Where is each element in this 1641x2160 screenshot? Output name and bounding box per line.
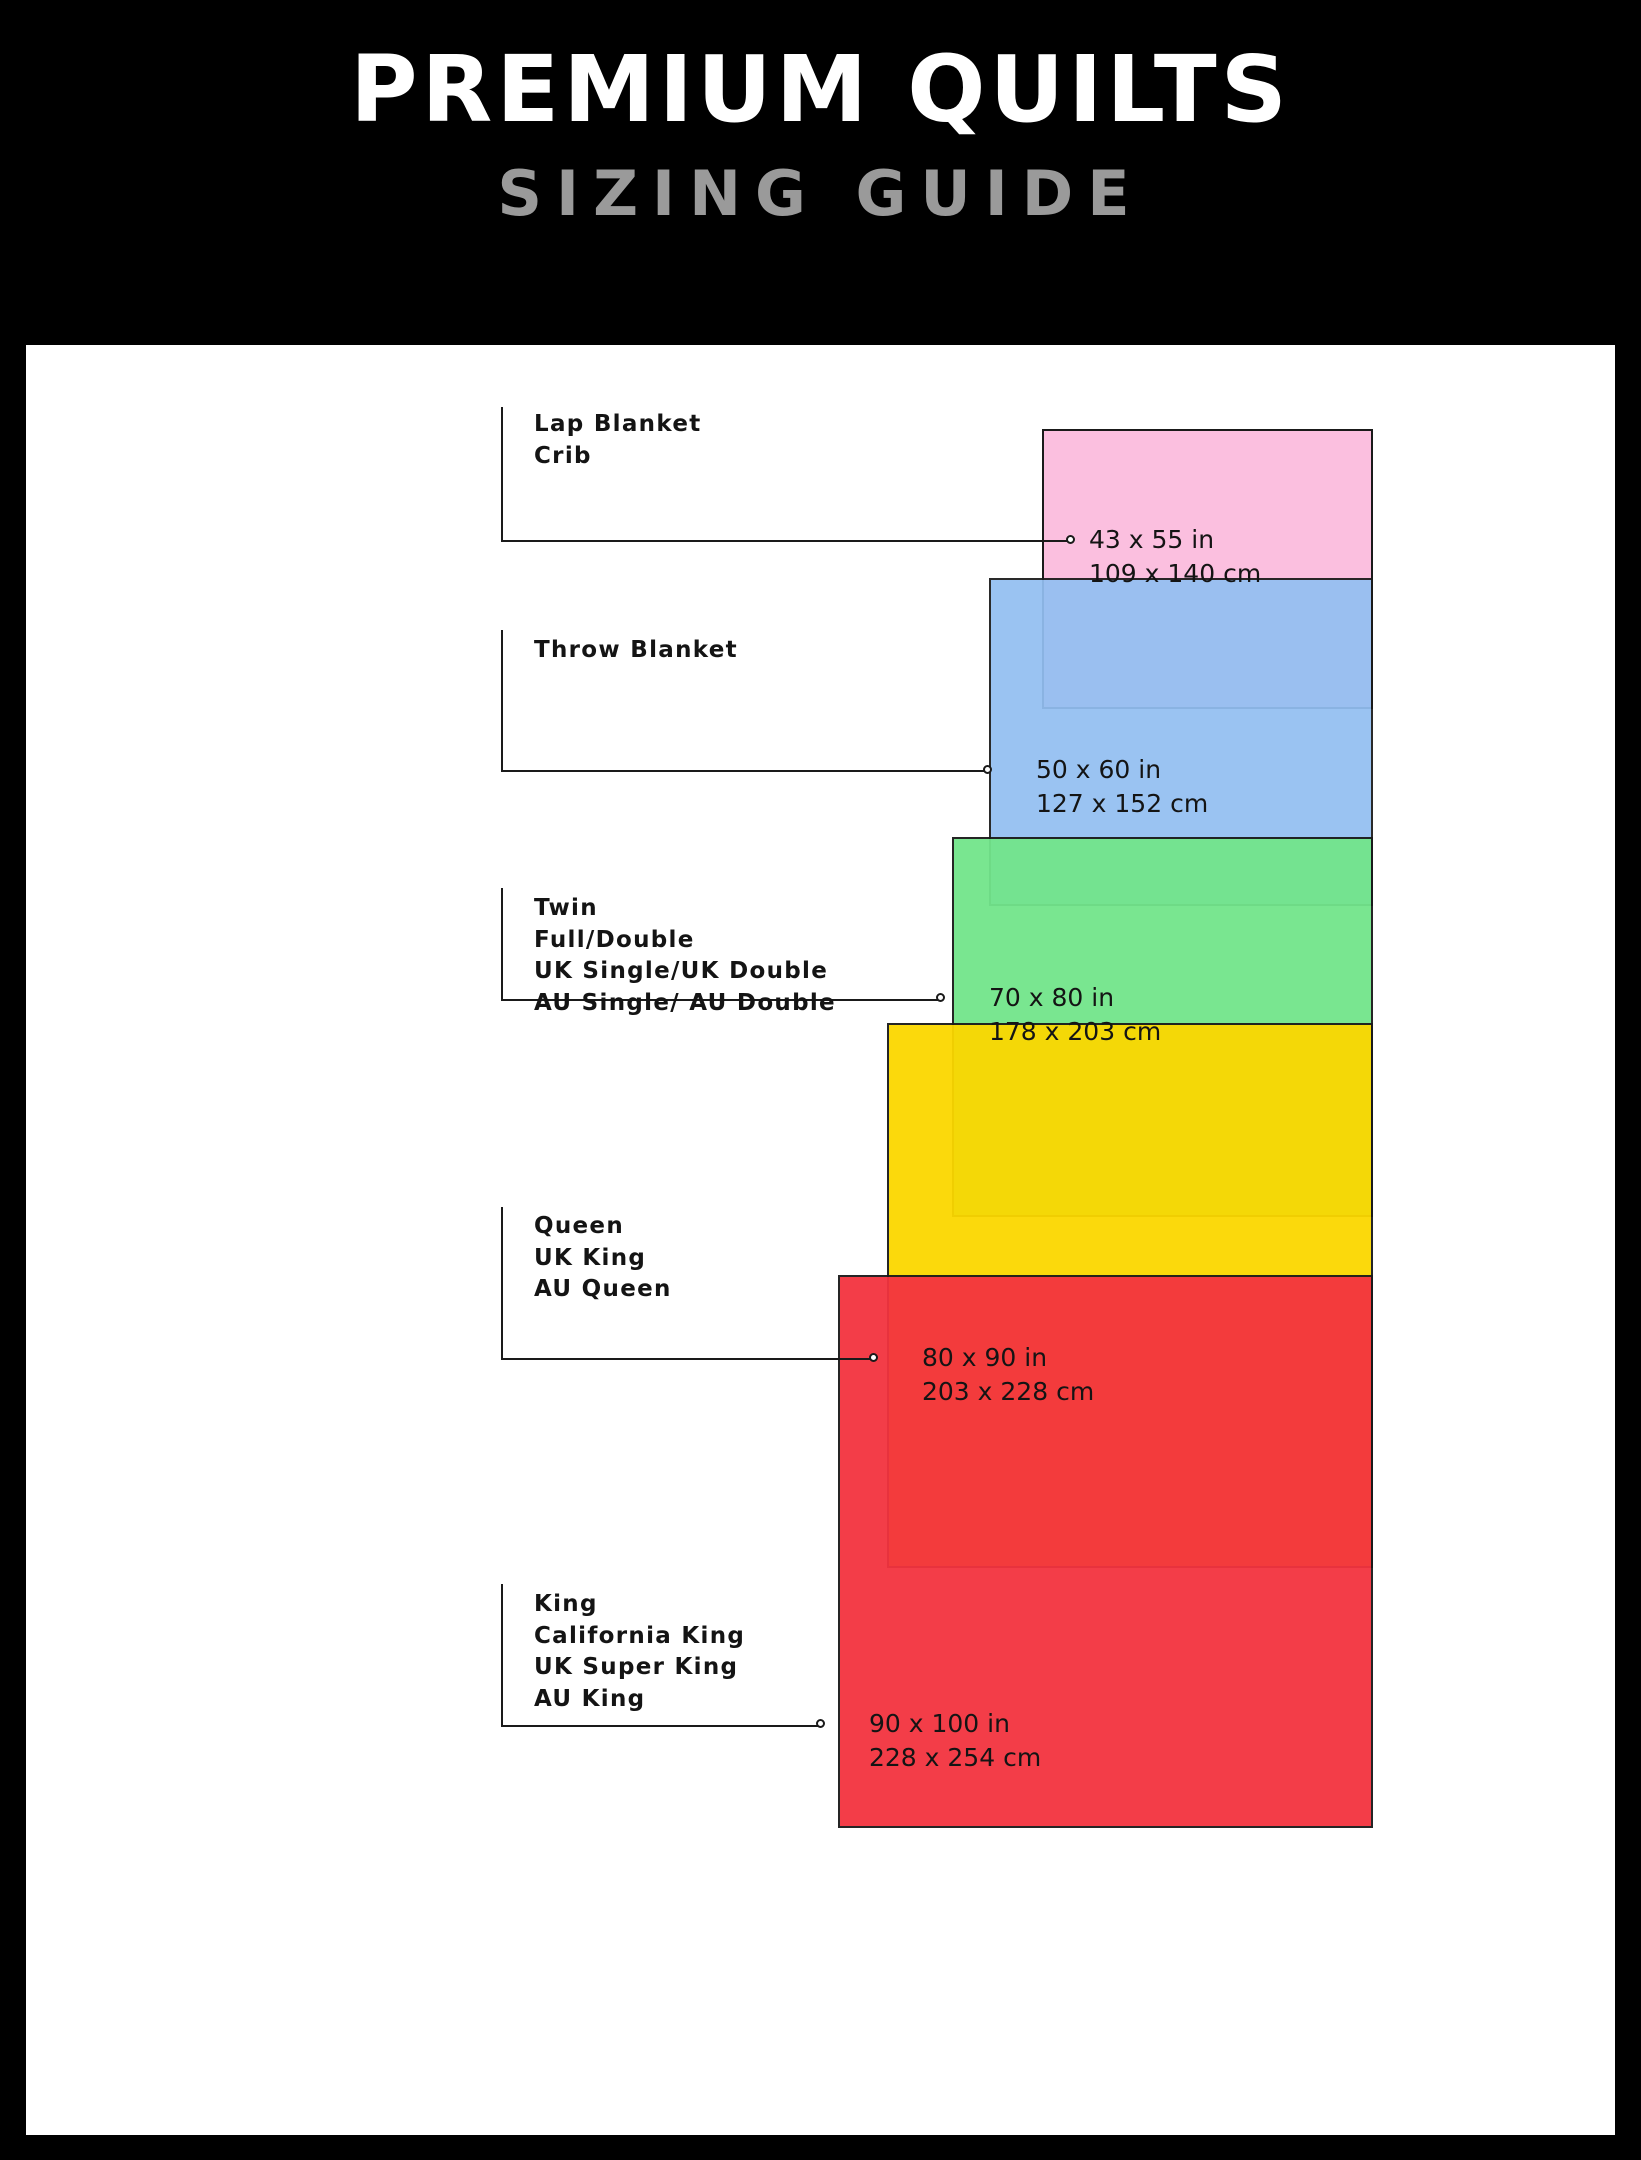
size-name: AU Single/ AU Double bbox=[534, 990, 836, 1017]
leader-dot-twin-full-double bbox=[936, 993, 945, 1002]
size-dims-king bbox=[869, 1707, 1041, 1775]
dims-cm: 178 x 203 cm bbox=[989, 1016, 1162, 1046]
dims-cm: 203 x 228 cm bbox=[922, 1376, 1095, 1406]
size-dims-queen bbox=[922, 1341, 1094, 1409]
dims-cm: 127 x 152 cm bbox=[1036, 788, 1209, 818]
size-name: California King bbox=[534, 1622, 746, 1649]
size-name: UK Single/UK Double bbox=[534, 958, 829, 985]
size-dims-lap-blanket-crib bbox=[1089, 523, 1261, 591]
page-title: PREMIUM QUILTS bbox=[350, 36, 1291, 143]
dims-inches: 70 x 80 in bbox=[989, 983, 1115, 1012]
size-name: Crib bbox=[534, 442, 592, 469]
size-name: Full/Double bbox=[534, 926, 695, 953]
leader-dot-throw-blanket bbox=[983, 765, 992, 774]
header bbox=[0, 0, 1641, 330]
size-label-king bbox=[534, 1589, 745, 1716]
chart-canvas bbox=[26, 345, 1615, 2135]
size-name: King bbox=[534, 1591, 598, 1617]
size-name: AU King bbox=[534, 1686, 646, 1713]
dims-inches: 43 x 55 in bbox=[1089, 525, 1215, 554]
size-label-lap-blanket-crib bbox=[534, 409, 702, 472]
size-name: Twin bbox=[534, 895, 598, 921]
size-label-twin-full-double bbox=[534, 893, 836, 1020]
dims-cm: 109 x 140 cm bbox=[1089, 558, 1262, 588]
page-subtitle: SIZING GUIDE bbox=[497, 156, 1144, 230]
dims-inches: 90 x 100 in bbox=[869, 1709, 1010, 1738]
size-name: UK Super King bbox=[534, 1654, 739, 1681]
size-label-queen bbox=[534, 1211, 672, 1306]
size-dims-twin-full-double bbox=[989, 981, 1161, 1049]
size-name: Throw Blanket bbox=[534, 637, 738, 663]
size-name: AU Queen bbox=[534, 1276, 672, 1303]
leader-dot-queen bbox=[869, 1353, 878, 1362]
size-name: Queen bbox=[534, 1213, 624, 1239]
leader-dot-lap-blanket-crib bbox=[1066, 535, 1075, 544]
size-label-throw-blanket bbox=[534, 635, 738, 667]
dims-inches: 50 x 60 in bbox=[1036, 755, 1162, 784]
size-name: UK King bbox=[534, 1244, 647, 1271]
dims-inches: 80 x 90 in bbox=[922, 1343, 1048, 1372]
size-name: Lap Blanket bbox=[534, 411, 702, 437]
leader-dot-king bbox=[816, 1719, 825, 1728]
size-dims-throw-blanket bbox=[1036, 753, 1208, 821]
dims-cm: 228 x 254 cm bbox=[869, 1742, 1042, 1772]
